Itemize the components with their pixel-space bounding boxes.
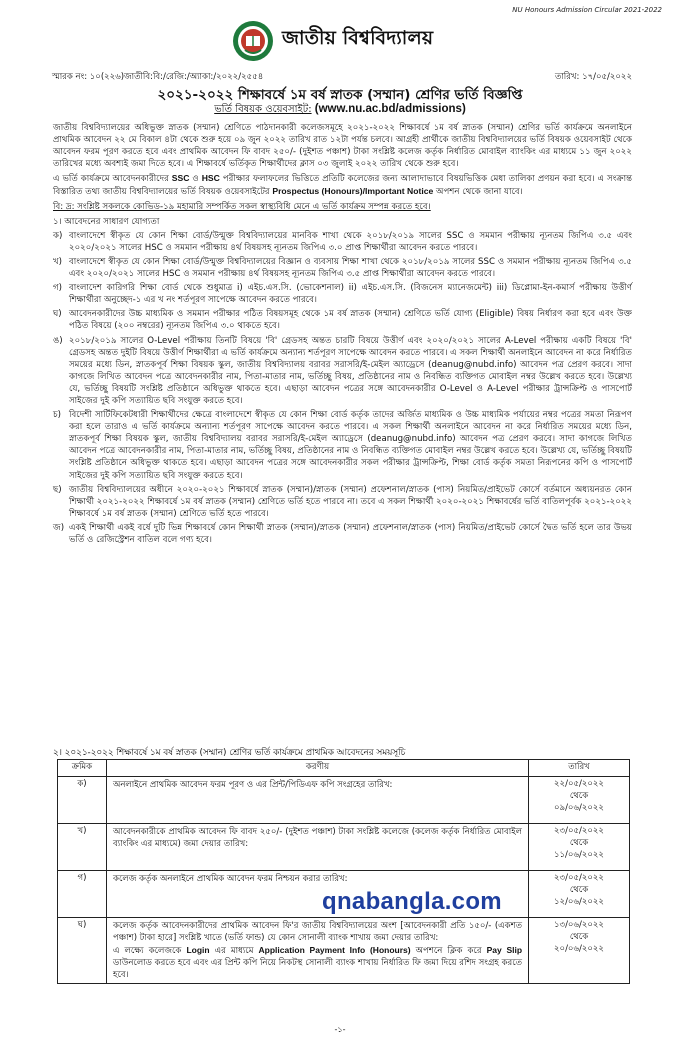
table-row: ক) অনলাইনে প্রাথমিক আবেদন ফরম পূরণ ও এর প্রিন্ট/পিডিএফ কপি সংগ্রহের তারিখ: ২২/০৫/২০২২ থেকে ০৯/০৬/২০২২ bbox=[58, 777, 630, 824]
table-row: গ) কলেজ কর্তৃক অনলাইনে প্রাথমিক আবেদন ফরম নিশ্চয়ন করার তারিখ: ২৩/০৫/২০২২ থেকে ১২/০৬/২০২২ bbox=[58, 871, 630, 918]
eligibility-item: ক) বাংলাদেশে স্বীকৃত যে কোন শিক্ষা বোর্ড/উন্মুক্ত বিশ্ববিদ্যালয়ের মানবিক শাখা থেকে ২০১৮/২০১৯ সালের SSC ও সমমান পরীক্ষায় ন্যূনতম জিপিএ ৩.৫ এবং ২০২০/২০২১ সালের HSC ও সমমান পরীক্ষায় ৪র্থ বিষয়সহ ন্যূনতম জিপিএ ৩.০ প্রাপ্ত শিক্ষার্থীরা আবেদন করতে পারবে। bbox=[53, 230, 632, 253]
university-logo-icon bbox=[232, 20, 274, 62]
payslip-instruction: এ লক্ষ্যে কলেজকে Login এর মাধ্যমে Application Payment Info (Honours) অপশনে ক্লিক করে Pay Slip ডাউনলোড করতে হবে এবং এর প্রিন্ট কপি নিয়ে নিকটস্থ সোনালী ব্যাংক শাখায় নির্ধারিত ফি জমা দিয়ে রশিদ সংগ্রহ করতে হবে। bbox=[113, 945, 523, 980]
date-cell: ২২/০৫/২০২২ থেকে ০৯/০৬/২০২২ bbox=[529, 777, 630, 824]
column-header: করণীয় bbox=[107, 760, 529, 777]
website-link[interactable]: (www.nu.ac.bd/admissions) bbox=[314, 103, 466, 115]
table-row: ঘ) কলেজ কর্তৃক আবেদনকারীদের প্রাথমিক আবেদন ফি'র জাতীয় বিশ্ববিদ্যালয়ের অংশ [আবেদনকারী প্রতি ১৫০/- (একশত পঞ্চাশ) টাকা হারে] সংশ্লিষ্ট খাতে (ভর্তি ফান্ড) যে কোন সোনালী ব্যাংক শাখায় জমা দেয়ার তারিখ: এ লক্ষ্যে কলেজকে Login এর মাধ্যমে Application Payment Info (Honours) অপশনে ক্লিক করে Pay Slip ডাউনলোড করতে হবে এবং এর প্রিন্ট কপি নিয়ে নিকটস্থ সোনালী ব্যাংক শাখায় নির্ধারিত ফি জমা দিয়ে রশিদ সংগ্রহ করতে হবে। ১৩/০৬/২০২২ থেকে ২০/০৬/২০২২ bbox=[58, 918, 630, 984]
website-label: ভর্তি বিষয়ক ওয়েবসাইট: bbox=[214, 104, 312, 115]
eligibility-item: ঘ) আবেদনকারীদের উচ্চ মাধ্যমিক ও সমমান পরীক্ষার পঠিত বিষয়সমূহ থেকে ১ম বর্ষ স্নাতক (সম্মান) শ্রেণিতে ভর্তি যোগ্য (Eligible) বিষয় নির্ধারণ করা হবে এবং উক্ত পঠিত বিষয়ে (২০০ নম্বরের) ন্যূনতম জিপিএ ৩.০ থাকতে হবে। bbox=[53, 309, 632, 332]
schedule-table bbox=[57, 759, 630, 984]
memo-row bbox=[52, 70, 632, 84]
date-cell: ২৩/০৫/২০২২ থেকে ১১/০৬/২০২২ bbox=[529, 824, 630, 871]
date-cell: ২৩/০৫/২০২২ থেকে ১২/০৬/২০২২ bbox=[529, 871, 630, 918]
eligibility-item: খ) বাংলাদেশে স্বীকৃত যে কোন শিক্ষা বোর্ড/উন্মুক্ত বিশ্ববিদ্যালয়ের বিজ্ঞান ও ব্যবসায় শিক্ষা শাখা থেকে ২০১৮/২০১৯ সালের SSC ও সমমান পরীক্ষায় ন্যূনতম জিপিএ ৩.৫ এবং ২০২০/২০২১ সালের HSC ও সমমান পরীক্ষায় ৪র্থ বিষয়সহ ন্যূনতম জিপিএ ৩.৫ প্রাপ্ত শিক্ষার্থীরা আবেদন করতে পারবে। bbox=[53, 256, 632, 280]
table-row: খ) আবেদনকারীকে প্রাথমিক আবেদন ফি বাবদ ২৫০/- (দুইশত পঞ্চাশ) টাকা সংশ্লিষ্ট কলেজে (কলেজ কর্তৃক নির্ধারিত মোবাইল ব্যাংকিং এর মাধ্যমে) জমা দেয়ার তারিখ: ২৩/০৫/২০২২ থেকে ১১/০৬/২০২২ bbox=[58, 824, 630, 871]
date-cell: ১৩/০৬/২০২২ থেকে ২০/০৬/২০২২ bbox=[529, 918, 630, 984]
circular-body bbox=[53, 122, 632, 548]
eligibility-item: চ) বিদেশী সার্টিফিকেটধারী শিক্ষার্থীদের ক্ষেত্রে বাংলাদেশে স্বীকৃত যে কোন শিক্ষা বোর্ড কর্তৃক তাদের অর্জিত মাধ্যমিক ও উচ্চ মাধ্যমিক পর্যায়ের নম্বর পত্রের সমতা নিরূপণ করা হলে তারাও এ ভর্তি কার্যক্রমে অন্যান্য শর্তপূরণ সাপেক্ষে আবেদন করতে পারবে। এ সকল শিক্ষার্থী অনলাইনে আবেদন না করে নির্ধারিত সময়ের মধ্যে ডিন, স্নাতকপূর্ব শিক্ষা বিষয়ক স্কুল, জাতীয় বিশ্ববিদ্যালয় বরাবর সরাসরি/ই-মেইল অ্যাড্রেসে (deanug@nubd.info) আবেদন পত্র প্রেরণ করবে। সাদা কাগজে লিখিত আবেদন পত্রে আবেদনকারীর নাম, পিতা-মাতার নাম, ভর্তিচ্ছু বিষয়, প্রতিষ্ঠানের নাম ও নিবন্ধিত ব্যক্তিগত মোবাইল নম্বর উল্লেখ করতে হবে। উল্লেখ্য যে, ভর্তিচ্ছু বিষয়টি সংশ্লিষ্ট প্রতিষ্ঠানে অধিভুক্ত থাকতে হবে। এছাড়া আবেদন পত্রের সঙ্গে আবেদনকারীর সকল পরীক্ষার ট্রান্সক্রিপ্ট, শিক্ষা বোর্ড কর্তৃক সমতা নিরূপনের কপি ও পাসপোর্ট সাইজের দুই কপি সত্যায়িত ছবি সংযুক্ত করতে হবে। bbox=[53, 410, 632, 481]
eligibility-item: গ) বাংলাদেশ কারিগরি শিক্ষা বোর্ড থেকে শুধুমাত্র i) এইচ.এস.সি. (ভোকেশনাল) ii) এইচ.এস.সি. (বিজনেস ম্যানেজমেন্ট) iii) ডিপ্লোমা-ইন-কমার্স পরীক্ষায় উত্তীর্ণ শিক্ষার্থীরা অনুচ্ছেদ-১ এর খ নং শর্তপূরণ সাপেক্ষে আবেদন করতে পারবে। bbox=[53, 283, 632, 306]
circular-date: তারিখ: ১৭/০৫/২০২২ bbox=[554, 72, 632, 82]
eligibility-item: জ) একই শিক্ষার্থী একই বর্ষে দুটি ভিন্ন শিক্ষাবর্ষে কোন শিক্ষার্থী স্নাতক (সম্মান)/স্নাতক (সম্মান) প্রফেশনাল/স্নাতক (পাস) নিয়মিত/প্রাইভেট কোর্সে দ্বৈত ভর্তি হলে তার উভয় ভর্তি ও রেজিস্ট্রেশন বাতিল বলে গণ্য হবে। bbox=[53, 522, 632, 545]
eligibility-item: ছ) জাতীয় বিশ্ববিদ্যালয়ের অধীনে ২০২০-২০২১ শিক্ষাবর্ষে স্নাতক (সম্মান)/স্নাতক (সম্মান) প্রফেশনাল/স্নাতক (পাস) নিয়মিত/প্রাইভেট কোর্সে বর্তমানে অধ্যয়নরত কোন শিক্ষার্থী ২০২১-২০২২ শিক্ষাবর্ষে ১ম বর্ষ স্নাতক (সম্মান) শ্রেণিতে ভর্তি হতে পারবে না। তবে এ সকল শিক্ষার্থী ২০২০-২০২১ শিক্ষাবর্ষের ভর্তি বাতিলপূর্বক ২০২১-২০২২ শিক্ষাবর্ষে ১ম বর্ষ স্নাতক (সম্মান) শ্রেণিতে ভর্তি হতে পারবে। bbox=[53, 484, 632, 519]
circular-title: ২০২১-২০২২ শিক্ষাবর্ষে ১ম বর্ষ স্নাতক (সম্মান) শ্রেণির ভর্তি বিজ্ঞপ্তি bbox=[157, 87, 523, 103]
intro-paragraph: জাতীয় বিশ্ববিদ্যালয়ের অধিভুক্ত স্নাতক (সম্মান) শ্রেণিতে পাঠদানকারী কলেজসমূহে ২০২১-২০২২ শিক্ষাবর্ষে ১ম বর্ষ স্নাতক (সম্মান) শ্রেণির ভর্তি কার্যক্রমে অনলাইনে প্রাথমিক আবেদন ২২ মে বিকাল ৪টা থেকে শুরু হয়ে ০৯ জুন ২০২২ তারিখ রাত ১২টা পর্যন্ত চলবে। আগ্রহী প্রার্থীকে জাতীয় বিশ্ববিদ্যালয়ের ভর্তি বিষয়ক ওয়েবসাইট থেকে আবেদন ফরম পূরণ করতে হবে এবং প্রাথমিক আবেদন ফি বাবদ ২৫০/- (দুইশত পঞ্চাশ) টাকা সংশ্লিষ্ট কলেজ কর্তৃক নির্ধারিত মোবাইল ব্যাংকিং এর মাধ্যমে ১১ জুন ২০২২ তারিখের মধ্যে অবশ্যই জমা দিতে হবে। এ শিক্ষাবর্ষে ভর্তিকৃত শিক্ষার্থীদের ক্লাস ০৩ জুলাই ২০২২ তারিখ থেকে শুরু হবে। bbox=[53, 123, 632, 170]
schedule-heading: ২। ২০২১-২০২২ শিক্ষাবর্ষে ১ম বর্ষ স্নাতক (সম্মান) শ্রেণির ভর্তি কার্যক্রমে প্রাথমিক আবেদনের সময়সূচি bbox=[53, 748, 406, 758]
circular-tag: NU Honours Admission Circular 2021-2022 bbox=[512, 6, 662, 14]
eligibility-item: ঙ) ২০১৮/২০১৯ সালের O-Level পরীক্ষায় তিনটি বিষয়ে 'বি' গ্রেডসহ অন্তত চারটি বিষয়ে উত্তীর্ণ এবং ২০২০/২০২১ সালের A-Level পরীক্ষায় একটি বিষয়ে 'বি' গ্রেডসহ অন্তত দুইটি বিষয়ে উত্তীর্ণ শিক্ষার্থীরা এ ভর্তি কার্যক্রমে অন্যান্য শর্তপূরণ সাপেক্ষে আবেদন করতে পারবে। এ সকল শিক্ষার্থী অনলাইনে আবেদন না করে নির্ধারিত সময়ের মধ্যে ডিন, স্নাতকপূর্ব শিক্ষা বিষয়ক স্কুল, জাতীয় বিশ্ববিদ্যালয় বরাবর সরাসরি/ই-মেইল অ্যাড্রেসে (deanug@nubd.info) আবেদন পত্র প্রেরণ করবে। সাদা কাগজে লিখিত আবেদন পত্রে আবেদনকারীর নাম, পিতা-মাতার নাম, ভর্তিচ্ছু বিষয়, প্রতিষ্ঠানের নাম ও নিবন্ধিত ব্যক্তিগত মোবাইল নম্বর উল্লেখ করতে হবে। উল্লেখ্য যে, ভর্তিচ্ছু বিষয়টি সংশ্লিষ্ট প্রতিষ্ঠানে অধিভুক্ত থাকতে হবে। এছাড়া আবেদন পত্রের সঙ্গে আবেদনকারীর O-Level ও A-Level পরীক্ষার ট্রান্সক্রিপ্ট ও পাসপোর্ট সাইজের দুই কপি সত্যায়িত ছবি সংযুক্ত করতে হবে। bbox=[53, 335, 632, 406]
page-number: -১- bbox=[334, 1025, 346, 1034]
watermark: qnabangla.com bbox=[322, 888, 502, 915]
website-line bbox=[0, 102, 680, 119]
covid-note: বি: দ্র: সংশ্লিষ্ট সকলকে কোভিড-১৯ মহামারি সম্পর্কিত সকল স্বাস্থ্যবিধি মেনে এ ভর্তি কার্যক্রম সম্পন্ন করতে হবে। bbox=[53, 201, 431, 212]
university-name: জাতীয় বিশ্ববিদ্যালয় bbox=[282, 27, 434, 49]
table-header-row bbox=[58, 760, 630, 777]
merit-list-paragraph: এ ভর্তি কার্যক্রমে আবেদনকারীদের SSC ও HSC পরীক্ষার ফলাফলের ভিত্তিতে প্রতিটি কলেজের জন্য আলাদাভাবে বিষয়ভিত্তিক মেধা তালিকা প্রণয়ন করা হবে। এ সংক্রান্ত বিস্তারিত তথ্য জাতীয় বিশ্ববিদ্যালয়ের ভর্তি বিষয়ক ওয়েবসাইটের Prospectus (Honours)/Important Notice অপশন থেকে জানা যাবে। bbox=[53, 173, 633, 198]
column-header: ক্রমিক bbox=[58, 760, 107, 777]
prospectus-option: Prospectus (Honours)/Important Notice bbox=[272, 186, 434, 197]
memo-number: স্মারক নং: ১০(২২৬)জাতীবি:বি:/রেজি:/অ্যাকা:/২০২২/২৫৫৪ bbox=[52, 72, 264, 82]
column-header: তারিখ bbox=[529, 760, 630, 777]
eligibility-heading: ১। আবেদনের সাধারণ যোগ্যতা bbox=[53, 216, 160, 227]
